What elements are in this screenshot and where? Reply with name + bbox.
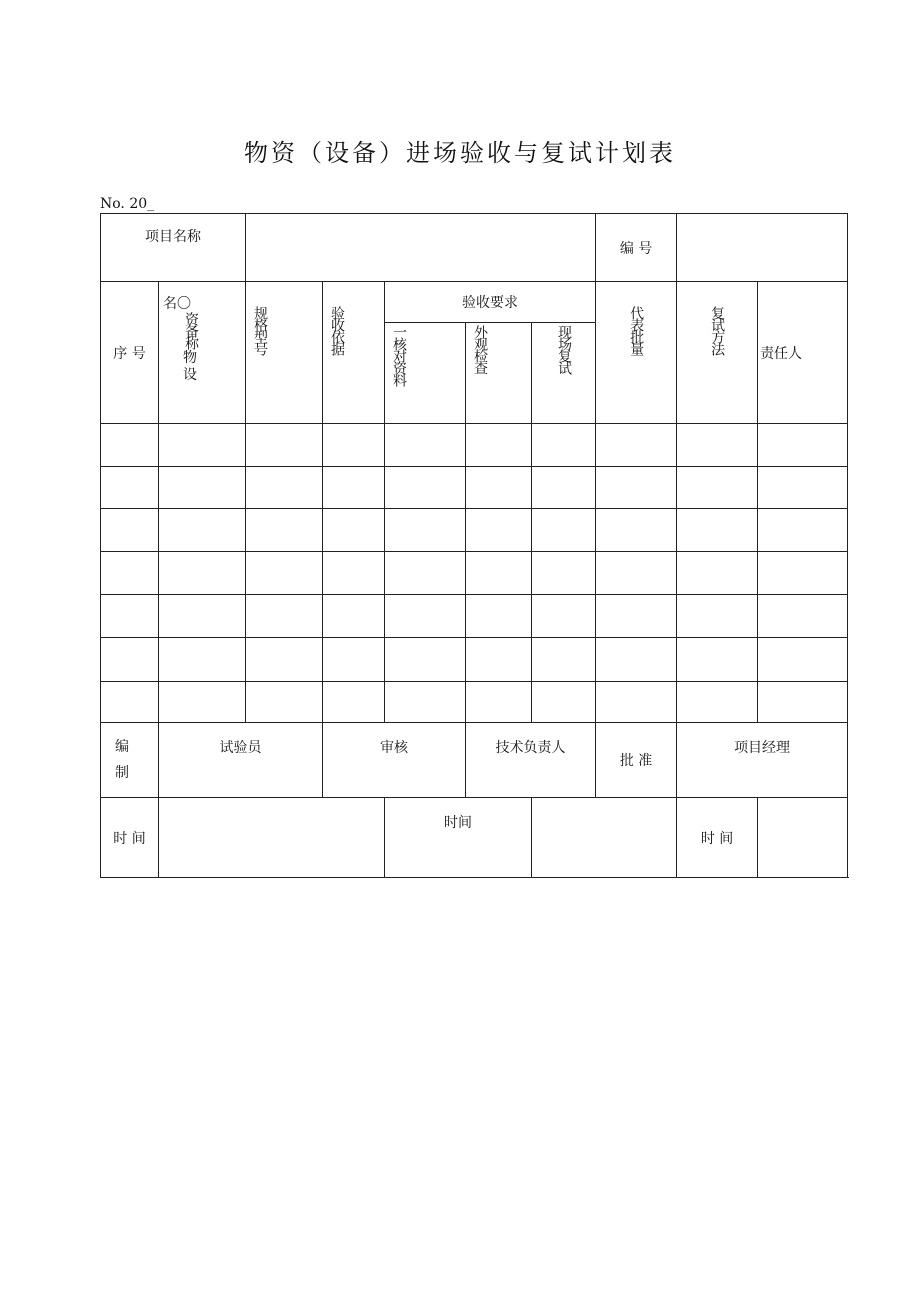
cell-seq[interactable] [101, 509, 159, 552]
serial-number-value[interactable] [677, 214, 848, 282]
cell-seq[interactable] [101, 682, 159, 723]
col-header-responsible: 责任人 [758, 282, 848, 424]
cell-batch[interactable] [596, 424, 677, 467]
cell-responsible[interactable] [758, 467, 848, 509]
table-row [101, 682, 848, 723]
cell-name[interactable] [159, 595, 246, 638]
cell-spec[interactable] [246, 424, 323, 467]
cell-retest-method[interactable] [677, 467, 758, 509]
approve-label: 批 准 [596, 723, 677, 798]
col-header-material-name [159, 282, 246, 424]
col-header-site-test: 现场复试 [532, 323, 596, 424]
cell-appearance[interactable] [466, 682, 532, 723]
cell-site-test[interactable] [532, 682, 596, 723]
cell-responsible[interactable] [758, 595, 848, 638]
cell-check-docs[interactable] [385, 509, 466, 552]
cell-responsible[interactable] [758, 424, 848, 467]
cell-name[interactable] [159, 509, 246, 552]
cell-site-test[interactable] [532, 595, 596, 638]
col-header-appearance: 外观检查 [466, 323, 532, 424]
form-title: 物资（设备）进场验收与复试计划表 [244, 139, 676, 167]
cell-name[interactable] [159, 424, 246, 467]
cell-spec[interactable] [246, 682, 323, 723]
cell-basis[interactable] [323, 509, 385, 552]
time-value-review[interactable] [532, 798, 677, 878]
cell-retest-method[interactable] [677, 424, 758, 467]
cell-basis[interactable] [323, 424, 385, 467]
cell-spec[interactable] [246, 467, 323, 509]
time-value-compile[interactable] [159, 798, 385, 878]
cell-batch[interactable] [596, 467, 677, 509]
cell-basis[interactable] [323, 595, 385, 638]
cell-appearance[interactable] [466, 509, 532, 552]
cell-check-docs[interactable] [385, 467, 466, 509]
table-row [101, 638, 848, 682]
cell-check-docs[interactable] [385, 682, 466, 723]
cell-check-docs[interactable] [385, 638, 466, 682]
table-row [101, 424, 848, 467]
cell-batch[interactable] [596, 682, 677, 723]
cell-site-test[interactable] [532, 638, 596, 682]
cell-appearance[interactable] [466, 638, 532, 682]
cell-responsible[interactable] [758, 552, 848, 595]
tech-lead-signature[interactable]: 技术负责人 [466, 723, 596, 798]
cell-appearance[interactable] [466, 595, 532, 638]
cell-basis[interactable] [323, 467, 385, 509]
project-manager-signature[interactable]: 项目经理 [677, 723, 848, 798]
cell-basis[interactable] [323, 552, 385, 595]
cell-check-docs[interactable] [385, 552, 466, 595]
cell-spec[interactable] [246, 509, 323, 552]
cell-retest-method[interactable] [677, 638, 758, 682]
table-row [101, 467, 848, 509]
cell-check-docs[interactable] [385, 595, 466, 638]
cell-responsible[interactable] [758, 509, 848, 552]
col-header-name-part-b: 资备称 [183, 312, 199, 348]
time-label-review: 时间 [385, 798, 532, 878]
cell-site-test[interactable] [532, 424, 596, 467]
cell-batch[interactable] [596, 552, 677, 595]
cell-retest-method[interactable] [677, 509, 758, 552]
table-row [101, 595, 848, 638]
cell-appearance[interactable] [466, 424, 532, 467]
cell-appearance[interactable] [466, 467, 532, 509]
cell-batch[interactable] [596, 638, 677, 682]
cell-spec[interactable] [246, 595, 323, 638]
cell-seq[interactable] [101, 595, 159, 638]
reviewer-signature[interactable]: 审核 [323, 723, 466, 798]
col-header-name-part-a: 名〇 [163, 296, 191, 312]
project-name-value[interactable] [246, 214, 596, 282]
tester-signature[interactable]: 试验员 [159, 723, 323, 798]
cell-appearance[interactable] [466, 552, 532, 595]
col-header-retest-method: 复试方法 [677, 282, 758, 424]
project-name-label: 项目名称 [101, 214, 246, 282]
serial-number-label: 编 号 [596, 214, 677, 282]
col-header-name-part-c: 物设 [183, 350, 197, 383]
time-label-approve: 时 间 [677, 798, 758, 878]
cell-name[interactable] [159, 552, 246, 595]
cell-retest-method[interactable] [677, 552, 758, 595]
time-value-approve[interactable] [758, 798, 848, 878]
cell-check-docs[interactable] [385, 424, 466, 467]
cell-name[interactable] [159, 638, 246, 682]
cell-seq[interactable] [101, 552, 159, 595]
cell-name[interactable] [159, 467, 246, 509]
col-header-batch: 代表批量 [596, 282, 677, 424]
col-header-seq: 序 号 [101, 282, 159, 424]
cell-seq[interactable] [101, 424, 159, 467]
col-header-spec: 规格型号 [246, 282, 323, 424]
acceptance-plan-table [100, 213, 848, 878]
cell-responsible[interactable] [758, 638, 848, 682]
compile-label: 编 制 [101, 723, 159, 798]
cell-basis[interactable] [323, 638, 385, 682]
time-label-compile: 时 间 [101, 798, 159, 878]
cell-retest-method[interactable] [677, 682, 758, 723]
col-header-requirements: 验收要求 [385, 282, 596, 323]
document-number: No. 20_ [100, 196, 155, 212]
cell-spec[interactable] [246, 552, 323, 595]
cell-batch[interactable] [596, 509, 677, 552]
cell-retest-method[interactable] [677, 595, 758, 638]
cell-batch[interactable] [596, 595, 677, 638]
table-row [101, 509, 848, 552]
table-row [101, 552, 848, 595]
cell-spec[interactable] [246, 638, 323, 682]
cell-basis[interactable] [323, 682, 385, 723]
cell-site-test[interactable] [532, 467, 596, 509]
cell-seq[interactable] [101, 467, 159, 509]
col-header-basis: 验收依据 [323, 282, 385, 424]
cell-site-test[interactable] [532, 509, 596, 552]
cell-responsible[interactable] [758, 682, 848, 723]
col-header-check-docs: 一核对资料 [385, 323, 466, 424]
cell-site-test[interactable] [532, 552, 596, 595]
cell-name[interactable] [159, 682, 246, 723]
cell-seq[interactable] [101, 638, 159, 682]
